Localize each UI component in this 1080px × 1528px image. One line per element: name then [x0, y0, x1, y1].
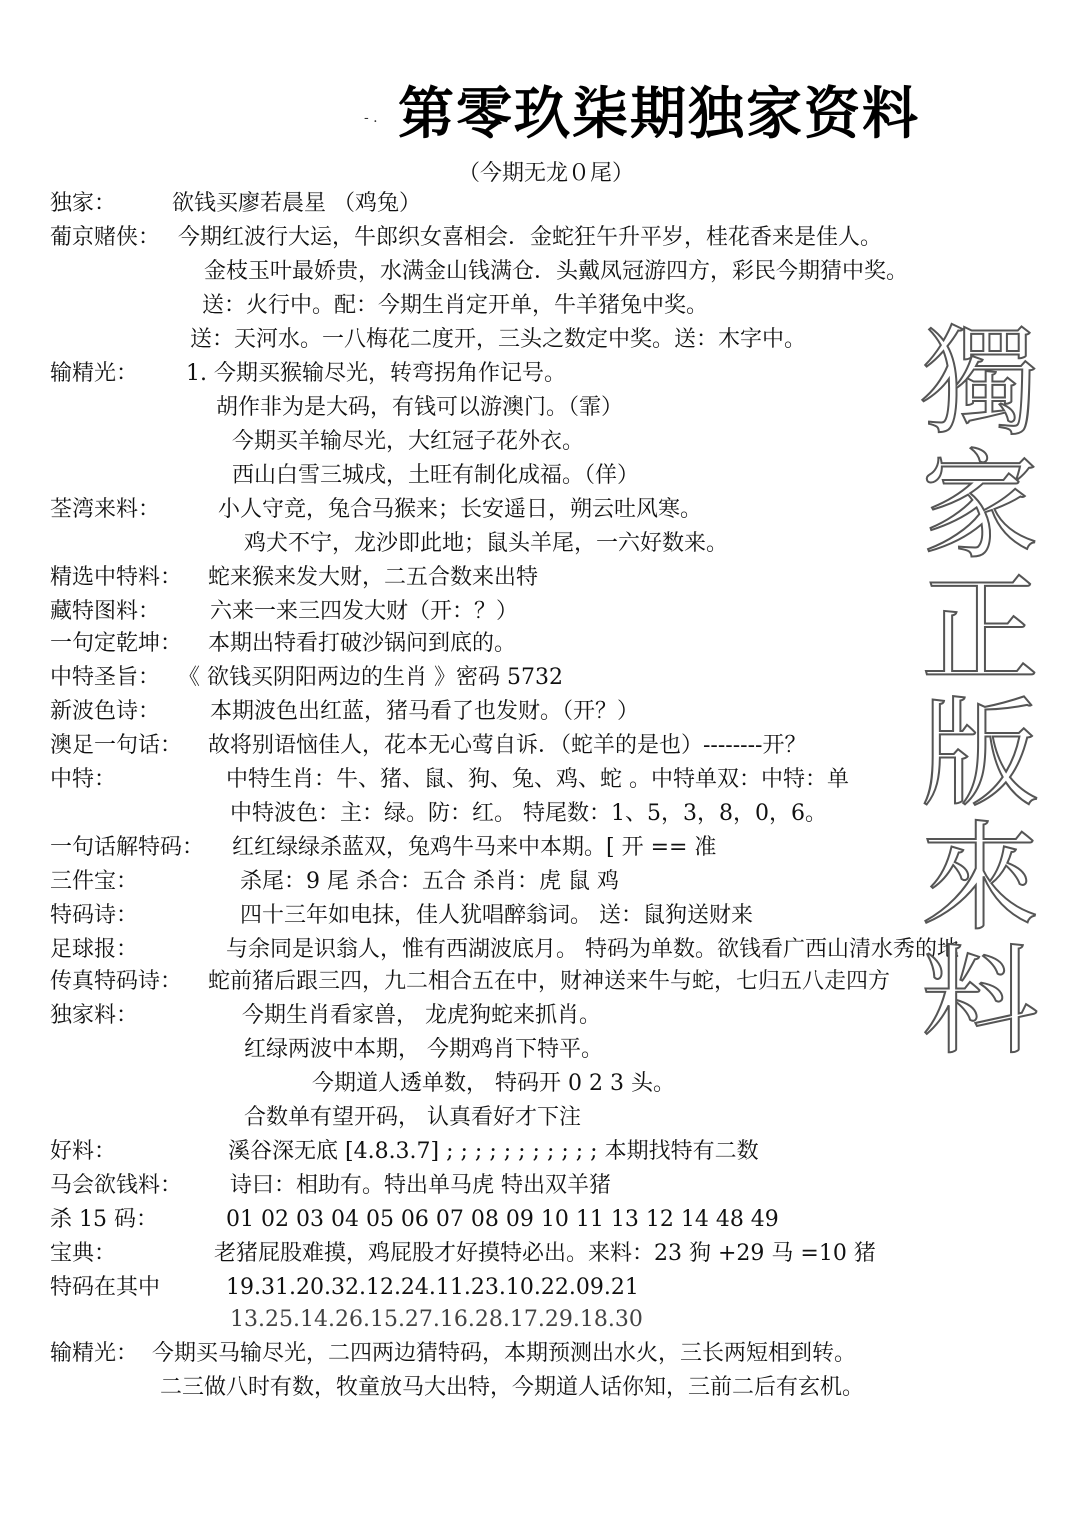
row-text: 胡作非为是大码，有钱可以游澳门。（霏） [216, 395, 624, 420]
row-text: 蛇来猴来发大财，二五合数来出特 [208, 565, 539, 590]
row-label: 传真特码诗： [50, 969, 183, 994]
row-label: 特码诗： [50, 903, 139, 928]
row-text: 小人守竞，兔合马猴来；长安遥日，朔云吐风寒。 [218, 497, 703, 522]
watermark [905, 313, 1055, 1071]
row-text: 西山白雪三城戌，土旺有制化成福。（佯） [232, 463, 640, 488]
row-text: 蛇前猪后跟三四，九二相合五在中，财神送来牛与蛇，七归五八走四方 [208, 969, 891, 994]
row-text: 诗曰：相助有。特出单马虎 特出双羊猪 [230, 1173, 611, 1198]
watermark-char: 家 [920, 437, 1039, 575]
row-label: 特码在其中 [50, 1275, 161, 1300]
watermark-char: 版 [920, 685, 1039, 823]
row-text: 中特生肖：牛、猪、鼠、狗、兔、鸡、蛇 。中特单双：中特：单 [226, 767, 849, 792]
row-text: 溪谷深无底 [4.8.3.7] ; ; ; ; ; ; ; ; ; ; ; 本期找特有二数 [228, 1139, 759, 1164]
row-label: 一句定乾坤： [50, 631, 183, 656]
row-label: 足球报： [50, 937, 139, 962]
row-text: 红绿两波中本期， 今期鸡肖下特平。 [244, 1037, 603, 1062]
row-text: 今期买羊输尽光，大红冠子花外衣。 [232, 429, 585, 454]
row-label: 藏特图料： [50, 599, 161, 624]
row-label: 好料： [50, 1139, 117, 1164]
row-text: 与余同是识翁人，惟有西湖波底月。 特码为单数。欲钱看广西山清水秀的地 [226, 937, 959, 962]
row-text: 本期出特看打破沙锅问到底的。 [208, 631, 517, 656]
row-text: 六来一来三四发大财（开：？） [210, 599, 519, 624]
row-text: 今期道人透单数， 特码开 0 2 3 头。 [312, 1071, 675, 1096]
row-label: 中特圣旨： [50, 665, 161, 690]
row-text: 本期波色出红蓝，猪马看了也发财。（开？） [210, 699, 640, 724]
watermark-char: 來 [920, 809, 1039, 947]
row-text: 杀尾：9 尾 杀合：五合 杀肖：虎 鼠 鸡 [240, 869, 619, 894]
title-dots: - . [364, 110, 378, 126]
row-label: 宝典： [50, 1241, 117, 1266]
row-label: 马会欲钱料： [50, 1173, 183, 1198]
page-title: 第零玖柒期独家资料 [398, 82, 920, 147]
row-label: 中特： [50, 767, 117, 792]
row-text: 合数单有望开码， 认真看好才下注 [244, 1105, 581, 1130]
row-text: 鸡犬不宁，龙沙即此地；鼠头羊尾，一六好数来。 [244, 531, 729, 556]
row-text: 金枝玉叶最娇贵，水满金山钱满仓．头戴凤冠游四方，彩民今期猜中奖。 [204, 259, 909, 284]
watermark-char: 獨 [920, 313, 1039, 451]
row-label: 葡京赌侠： [50, 225, 161, 250]
row-text: 今期红波行大运，牛郎织女喜相会．金蛇狂午升平岁，桂花香来是佳人。 [178, 225, 883, 250]
row-text: 今期买马输尽光，二四两边猜特码，本期预测出水火，三长两短相到转。 [152, 1341, 857, 1366]
row-text: 中特波色：主：绿。防：红。 特尾数：1、5，3，8，0，6。 [230, 801, 827, 826]
watermark-char: 正 [920, 561, 1039, 699]
row-text: 19.31.20.32.12.24.11.23.10.22.09.21 [226, 1275, 639, 1300]
row-text: 送：火行中。配：今期生肖定开单，牛羊猪兔中奖。 [202, 293, 709, 318]
row-text: 红红绿绿杀蓝双，兔鸡牛马来中本期。[ 开 == 准 [232, 835, 717, 860]
row-text: 01 02 03 04 05 06 07 08 09 10 11 13 12 14 48 49 [226, 1207, 779, 1232]
row-text: 13.25.14.26.15.27.16.28.17.29.18.30 [230, 1307, 643, 1332]
row-text: 今期生肖看家兽， 龙虎狗蛇来抓肖。 [242, 1003, 601, 1028]
row-text: 《 欲钱买阴阳两边的生肖 》密码 5732 [178, 665, 563, 690]
row-text: 故将别语恼佳人，花本无心莺自诉．（蛇羊的是也）--------开？ [208, 733, 807, 758]
row-text: 1. 今期买猴输尽光，转弯拐角作记号。 [186, 361, 566, 386]
row-label: 输精光： [50, 361, 139, 386]
row-text: 送：天河水。一八梅花二度开，三头之数定中奖。送：木字中。 [190, 327, 807, 352]
row-label: 三件宝： [50, 869, 139, 894]
page-subtitle: （今期无龙０尾） [458, 161, 635, 186]
row-label: 独家： [50, 191, 117, 216]
row-label: 精选中特料： [50, 565, 183, 590]
row-text: 欲钱买廖若晨星 （鸡兔） [172, 191, 421, 216]
row-text: 老猪屁股难摸，鸡屁股才好摸特必出。来料：23 狗 +29 马 =10 猪 [214, 1241, 876, 1266]
row-label: 输精光： [50, 1341, 139, 1366]
row-label: 澳足一句话： [50, 733, 183, 758]
row-label: 新波色诗： [50, 699, 161, 724]
watermark-char: 料 [920, 933, 1039, 1071]
row-label: 一句话解特码： [50, 835, 205, 860]
row-label: 独家料： [50, 1003, 139, 1028]
row-text: 二三做八时有数，牧童放马大出特，今期道人话你知，三前二后有玄机。 [160, 1375, 865, 1400]
row-label: 荃湾来料： [50, 497, 161, 522]
row-label: 杀 15 码： [50, 1207, 158, 1232]
row-text: 四十三年如电抹，佳人犹唱醉翁词。 送：鼠狗送财来 [240, 903, 753, 928]
